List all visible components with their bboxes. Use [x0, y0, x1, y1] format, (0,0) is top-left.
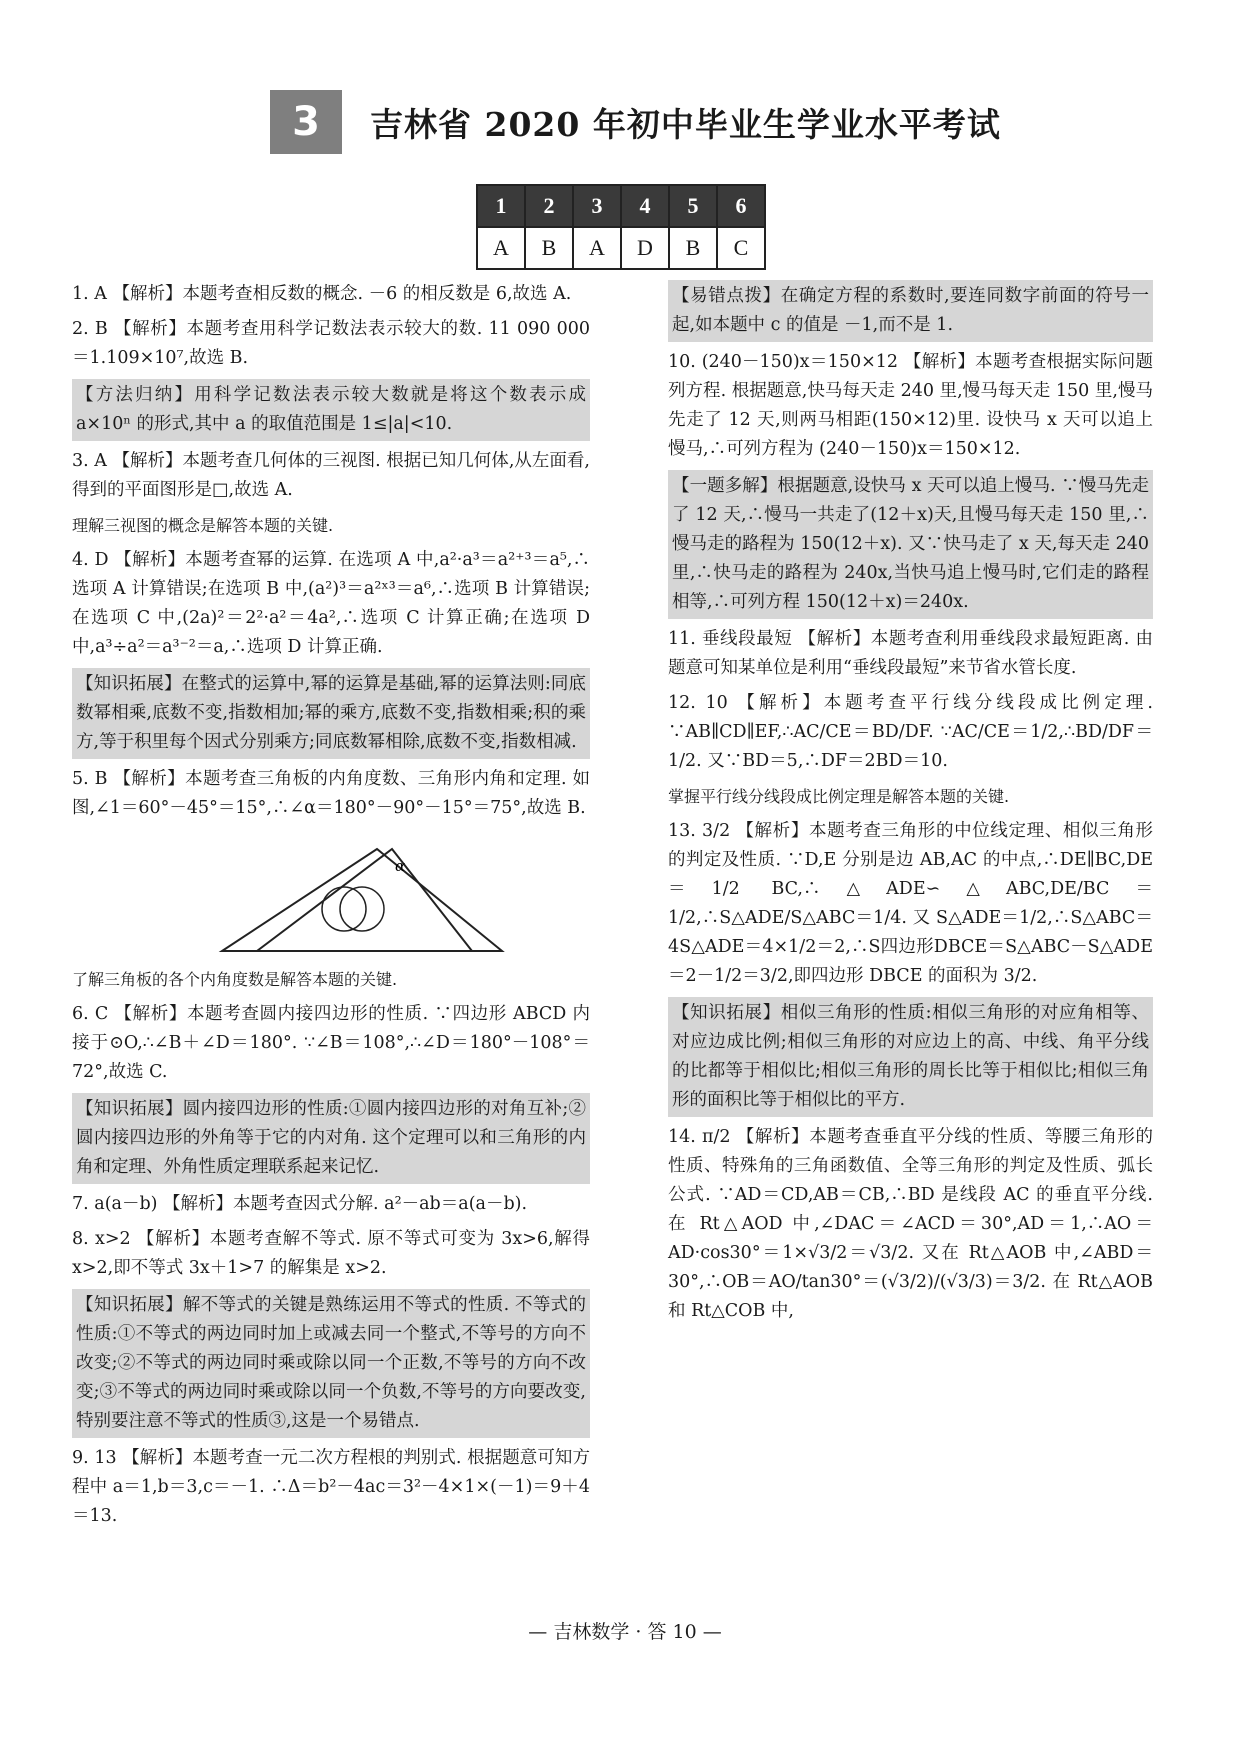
answer-q14: 14. π/2 【解析】本题考查垂直平分线的性质、等腰三角形的性质、特殊角的三角函数值、全等三角形的判定及性质、弧长公式. ∵AD＝CD,AB＝CB,∴BD 是线段 AC 的垂直平分线. 在 Rt△AOD 中,∠DAC＝∠ACD＝30°,AD＝1,∴AO＝AD·cos30°＝1×√3/2＝√3/2. 又在 Rt△AOB 中,∠ABD＝30°,∴OB＝AO/tan30°＝(√3/2)/(√3/3)＝3/2. 在 Rt△AOB 和 Rt△COB 中,	[668, 1127, 1153, 1321]
answer-q5: 5. B 【解析】本题考查三角板的内角度数、三角形内角和定理. 如图,∠1＝60°－45°＝15°,∴∠α＝180°－90°－15°＝75°,故选 B.	[72, 769, 590, 818]
handwritten-note: 理解三视图的概念是解答本题的关键.	[72, 516, 334, 535]
knowledge-extension-box: 【知识拓展】在整式的运算中,幂的运算是基础,幂的运算法则:同底数幂相乘,底数不变,指数相加;幂的乘方,底数不变,指数相乘;积的乘方,等于积里每个因式分别乘方;同底数幂相除,底数不变,指数相减.	[72, 668, 590, 759]
right-column	[668, 280, 1153, 1332]
method-summary-box: 【方法归纳】用科学记数法表示较大数就是将这个数表示成 a×10ⁿ 的形式,其中 a 的取值范围是 1≤|a|<10.	[72, 379, 590, 441]
answer-number: 6	[717, 185, 765, 227]
answer-q2: 2. B 【解析】本题考查用科学记数法表示较大的数. 11 090 000＝1.109×10⁷,故选 B.	[72, 319, 590, 368]
handwritten-note: 了解三角板的各个内角度数是解答本题的关键.	[72, 970, 398, 989]
answer-number: 1	[477, 185, 525, 227]
answer-q4: 4. D 【解析】本题考查幂的运算. 在选项 A 中,a²·a³＝a²⁺³＝a⁵,∴选项 A 计算错误;在选项 B 中,(a²)³＝a²ˣ³＝a⁶,∴选项 B 计算错误;在选项 C 中,(2a)²＝2²·a²＝4a²,∴选项 C 计算正确;在选项 D 中,a³÷a²＝a³⁻²＝a,∴选项 D 计算正确.	[72, 550, 590, 657]
answer-letter: D	[621, 227, 669, 269]
multiple-solutions-box: 【一题多解】根据题意,设快马 x 天可以追上慢马. ∵慢马先走了 12 天,∴慢马一共走了(12＋x)天,且慢马每天走 150 里,∴慢马走的路程为 150(12＋x). 又∵快马走了 x 天,每天走 240 里,∴快马走的路程为 240x,当快马追上慢马时,它们走的路程相等,∴可列方程 150(12＋x)＝240x.	[668, 470, 1153, 619]
section-number: 3	[270, 90, 342, 154]
handwritten-note: 掌握平行线分线段成比例定理是解答本题的关键.	[668, 787, 1010, 806]
answer-q6: 6. C 【解析】本题考查圆内接四边形的性质. ∵四边形 ABCD 内接于⊙O,∴∠B＋∠D＝180°. ∵∠B＝108°,∴∠D＝180°－108°＝72°,故选 C.	[72, 1004, 590, 1082]
error-tip-box: 【易错点拨】在确定方程的系数时,要连同数字前面的符号一起,如本题中 c 的值是 －1,而不是 1.	[668, 280, 1153, 342]
answer-q7: 7. a(a－b) 【解析】本题考查因式分解. a²－ab＝a(a－b).	[72, 1194, 528, 1214]
answer-q13: 13. 3/2 【解析】本题考查三角形的中位线定理、相似三角形的判定及性质. ∵D,E 分别是边 AB,AC 的中点,∴DE∥BC,DE＝1/2 BC,∴△ADE∽△ABC,DE/BC＝1/2,∴S△ADE/S△ABC＝1/4. 又 S△ADE＝1/2,∴S△ABC＝4S△ADE＝4×1/2＝2,∴S四边形DBCE＝S△ABC－S△ADE＝2－1/2＝3/2,即四边形 DBCE 的面积为 3/2.	[668, 821, 1153, 986]
answer-q9: 9. 13 【解析】本题考查一元二次方程根的判别式. 根据题意可知方程中 a＝1,b＝3,c＝－1. ∴Δ＝b²－4ac＝3²－4×1×(－1)＝9＋4＝13.	[72, 1448, 590, 1526]
angle-alpha-label: α	[395, 857, 406, 875]
answer-q8: 8. x>2 【解析】本题考查解不等式. 原不等式可变为 3x>6,解得 x>2,即不等式 3x＋1>7 的解集是 x>2.	[72, 1229, 590, 1278]
left-column	[72, 280, 590, 1537]
answer-q3: 3. A 【解析】本题考查几何体的三视图. 根据已知几何体,从左面看,得到的平面图形是□,故选 A.	[72, 451, 590, 500]
answer-letter: C	[717, 227, 765, 269]
answer-number: 4	[621, 185, 669, 227]
answer-number: 5	[669, 185, 717, 227]
page-title: 吉林省 2020 年初中毕业生学业水平考试	[370, 104, 1001, 144]
knowledge-extension-box: 【知识拓展】相似三角形的性质:相似三角形的对应角相等、对应边成比例;相似三角形的对应边上的高、中线、角平分线的比都等于相似比;相似三角形的周长比等于相似比;相似三角形的面积比等于相似比的平方.	[668, 997, 1153, 1117]
page-footer: — 吉林数学 · 答 10 —	[528, 1621, 722, 1643]
answer-table	[476, 184, 766, 270]
answer-q12: 12. 10 【解析】本题考查平行线分线段成比例定理. ∵AB∥CD∥EF,∴AC/CE＝BD/DF. ∵AC/CE＝1/2,∴BD/DF＝1/2. 又∵BD＝5,∴DF＝2BD＝10.	[668, 693, 1153, 771]
answer-letter: B	[669, 227, 717, 269]
knowledge-extension-box: 【知识拓展】圆内接四边形的性质:①圆内接四边形的对角互补;②圆内接四边形的外角等于它的内对角. 这个定理可以和三角形的内角和定理、外角性质定理联系起来记忆.	[72, 1093, 590, 1184]
triangle-ruler-figure	[212, 829, 512, 959]
knowledge-extension-box: 【知识拓展】解不等式的关键是熟练运用不等式的性质. 不等式的性质:①不等式的两边同时加上或减去同一个整式,不等号的方向不改变;②不等式的两边同时乘或除以同一个正数,不等号的方向不改变;③不等式的两边同时乘或除以同一个负数,不等号的方向要改变,特别要注意不等式的性质③,这是一个易错点.	[72, 1289, 590, 1438]
answer-letter: B	[525, 227, 573, 269]
answer-number: 2	[525, 185, 573, 227]
answer-q10: 10. (240－150)x＝150×12 【解析】本题考查根据实际问题列方程. 根据题意,快马每天走 240 里,慢马每天走 150 里,慢马先走了 12 天,则两马相距(150×12)里. 设快马 x 天可以追上慢马,∴可列方程为 (240－150)x＝150×12.	[668, 352, 1153, 459]
answer-q11: 11. 垂线段最短 【解析】本题考查利用垂线段求最短距离. 由题意可知某单位是利用“垂线段最短”来节省水管长度.	[668, 629, 1153, 678]
answer-table-header-row	[477, 185, 765, 227]
answer-number: 3	[573, 185, 621, 227]
answer-letter: A	[573, 227, 621, 269]
answer-q1: 1. A 【解析】本题考查相反数的概念. －6 的相反数是 6,故选 A.	[72, 284, 572, 304]
answer-letter: A	[477, 227, 525, 269]
answer-table-answer-row	[477, 227, 765, 269]
page-header	[270, 90, 1001, 154]
